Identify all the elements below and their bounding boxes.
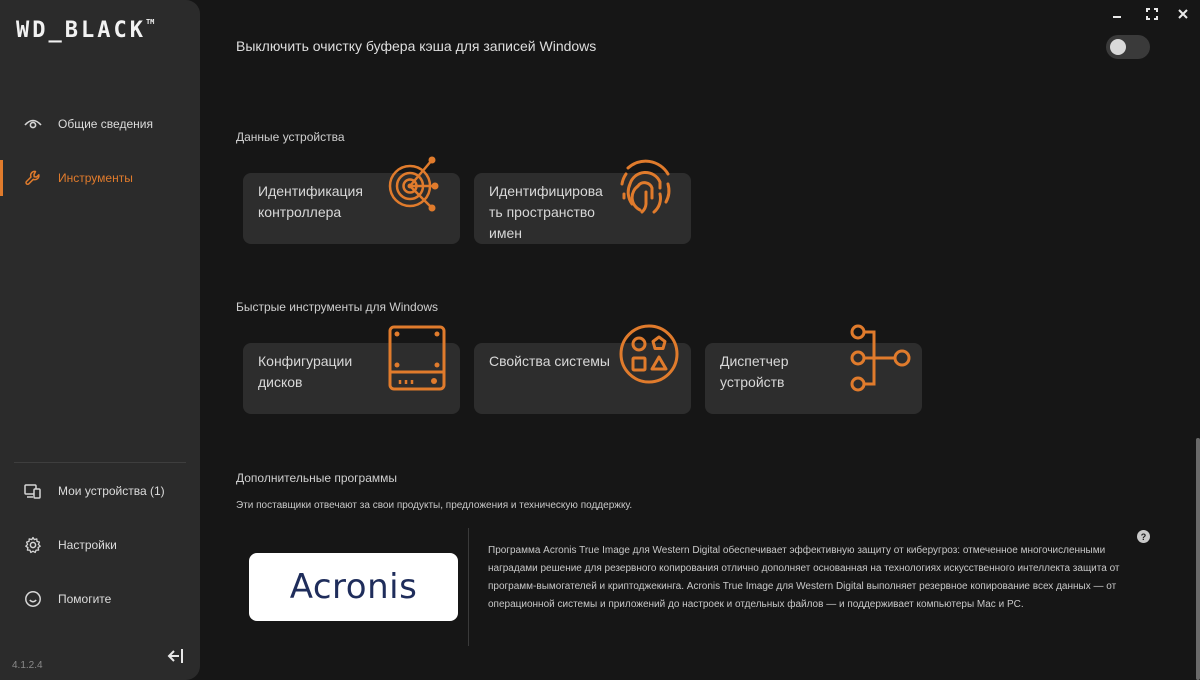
toggle-knob bbox=[1110, 39, 1126, 55]
card-label: Свойства системы bbox=[489, 353, 610, 369]
shapes-icon bbox=[618, 323, 680, 390]
help-icon[interactable]: ? bbox=[1137, 530, 1150, 543]
app-logo: WD_BLACK™ bbox=[16, 18, 155, 43]
acronis-logo[interactable] bbox=[249, 553, 458, 621]
card-label: Идентификация контроллера bbox=[258, 183, 363, 220]
devices-icon bbox=[24, 482, 42, 500]
sidebar-item-tools[interactable] bbox=[0, 158, 200, 198]
sidebar-item-label: Настройки bbox=[58, 538, 117, 552]
vertical-divider bbox=[468, 528, 469, 646]
scrollbar-thumb[interactable] bbox=[1196, 438, 1200, 680]
gear-icon bbox=[24, 536, 42, 554]
section-title-device-data: Данные устройства bbox=[236, 130, 345, 144]
section-title-extra-programs: Дополнительные программы bbox=[236, 471, 398, 485]
section-title-windows-tools: Быстрые инструменты для Windows bbox=[236, 300, 439, 314]
sidebar-item-label: Общие сведения bbox=[58, 117, 153, 131]
eye-icon bbox=[24, 115, 42, 133]
card-label: Конфигурации дисков bbox=[258, 353, 353, 390]
sidebar-item-label: Мои устройства (1) bbox=[58, 484, 165, 498]
minimize-icon[interactable] bbox=[1108, 6, 1126, 22]
card-label: Идентифицирова ть пространство имен bbox=[489, 183, 603, 241]
disk-drive-icon bbox=[386, 324, 448, 397]
sidebar-item-overview[interactable] bbox=[0, 104, 200, 144]
sidebar-item-help[interactable] bbox=[0, 579, 200, 619]
collapse-left-icon[interactable] bbox=[166, 646, 186, 666]
sidebar-item-settings[interactable] bbox=[0, 525, 200, 565]
wrench-icon bbox=[24, 169, 42, 187]
cache-toggle[interactable] bbox=[1106, 35, 1150, 59]
help-smile-icon bbox=[24, 590, 42, 608]
close-icon[interactable] bbox=[1174, 6, 1192, 22]
sidebar bbox=[0, 0, 200, 680]
vendors-disclaimer: Эти поставщики отвечают за свои продукты, предложения и техническую поддержку. bbox=[236, 500, 633, 511]
sidebar-item-label: Помогите bbox=[58, 592, 112, 606]
radar-icon bbox=[386, 154, 442, 219]
cache-setting-label: Выключить очистку буфера кэша для записей Windows bbox=[236, 38, 597, 54]
app-version: 4.1.2.4 bbox=[12, 660, 43, 671]
sidebar-divider bbox=[14, 462, 186, 463]
acronis-logo-text: Acronis bbox=[289, 567, 418, 607]
card-label: Диспетчер устройств bbox=[720, 353, 789, 390]
maximize-icon[interactable] bbox=[1143, 6, 1161, 22]
device-tree-icon bbox=[846, 322, 912, 399]
sidebar-item-label: Инструменты bbox=[58, 171, 133, 185]
acronis-description: Программа Acronis True Image для Western Digital обеспечивает эффективную защиту от киберугроз: отмеченное многочисленными наградами решение для резервного копирования отлично дополняет основанная на технологиях искусственного интеллекта защита от программ-вымогателей и криптоджекинга. Acronis True Image для Western Digital выполняет резервное копирование всех данных — от операционной системы и приложений до настроек и отдельных файлов — и поддерживает компьютеры Mac и PC. bbox=[488, 545, 1120, 610]
sidebar-item-my-devices[interactable] bbox=[0, 471, 200, 511]
fingerprint-icon bbox=[616, 154, 676, 223]
